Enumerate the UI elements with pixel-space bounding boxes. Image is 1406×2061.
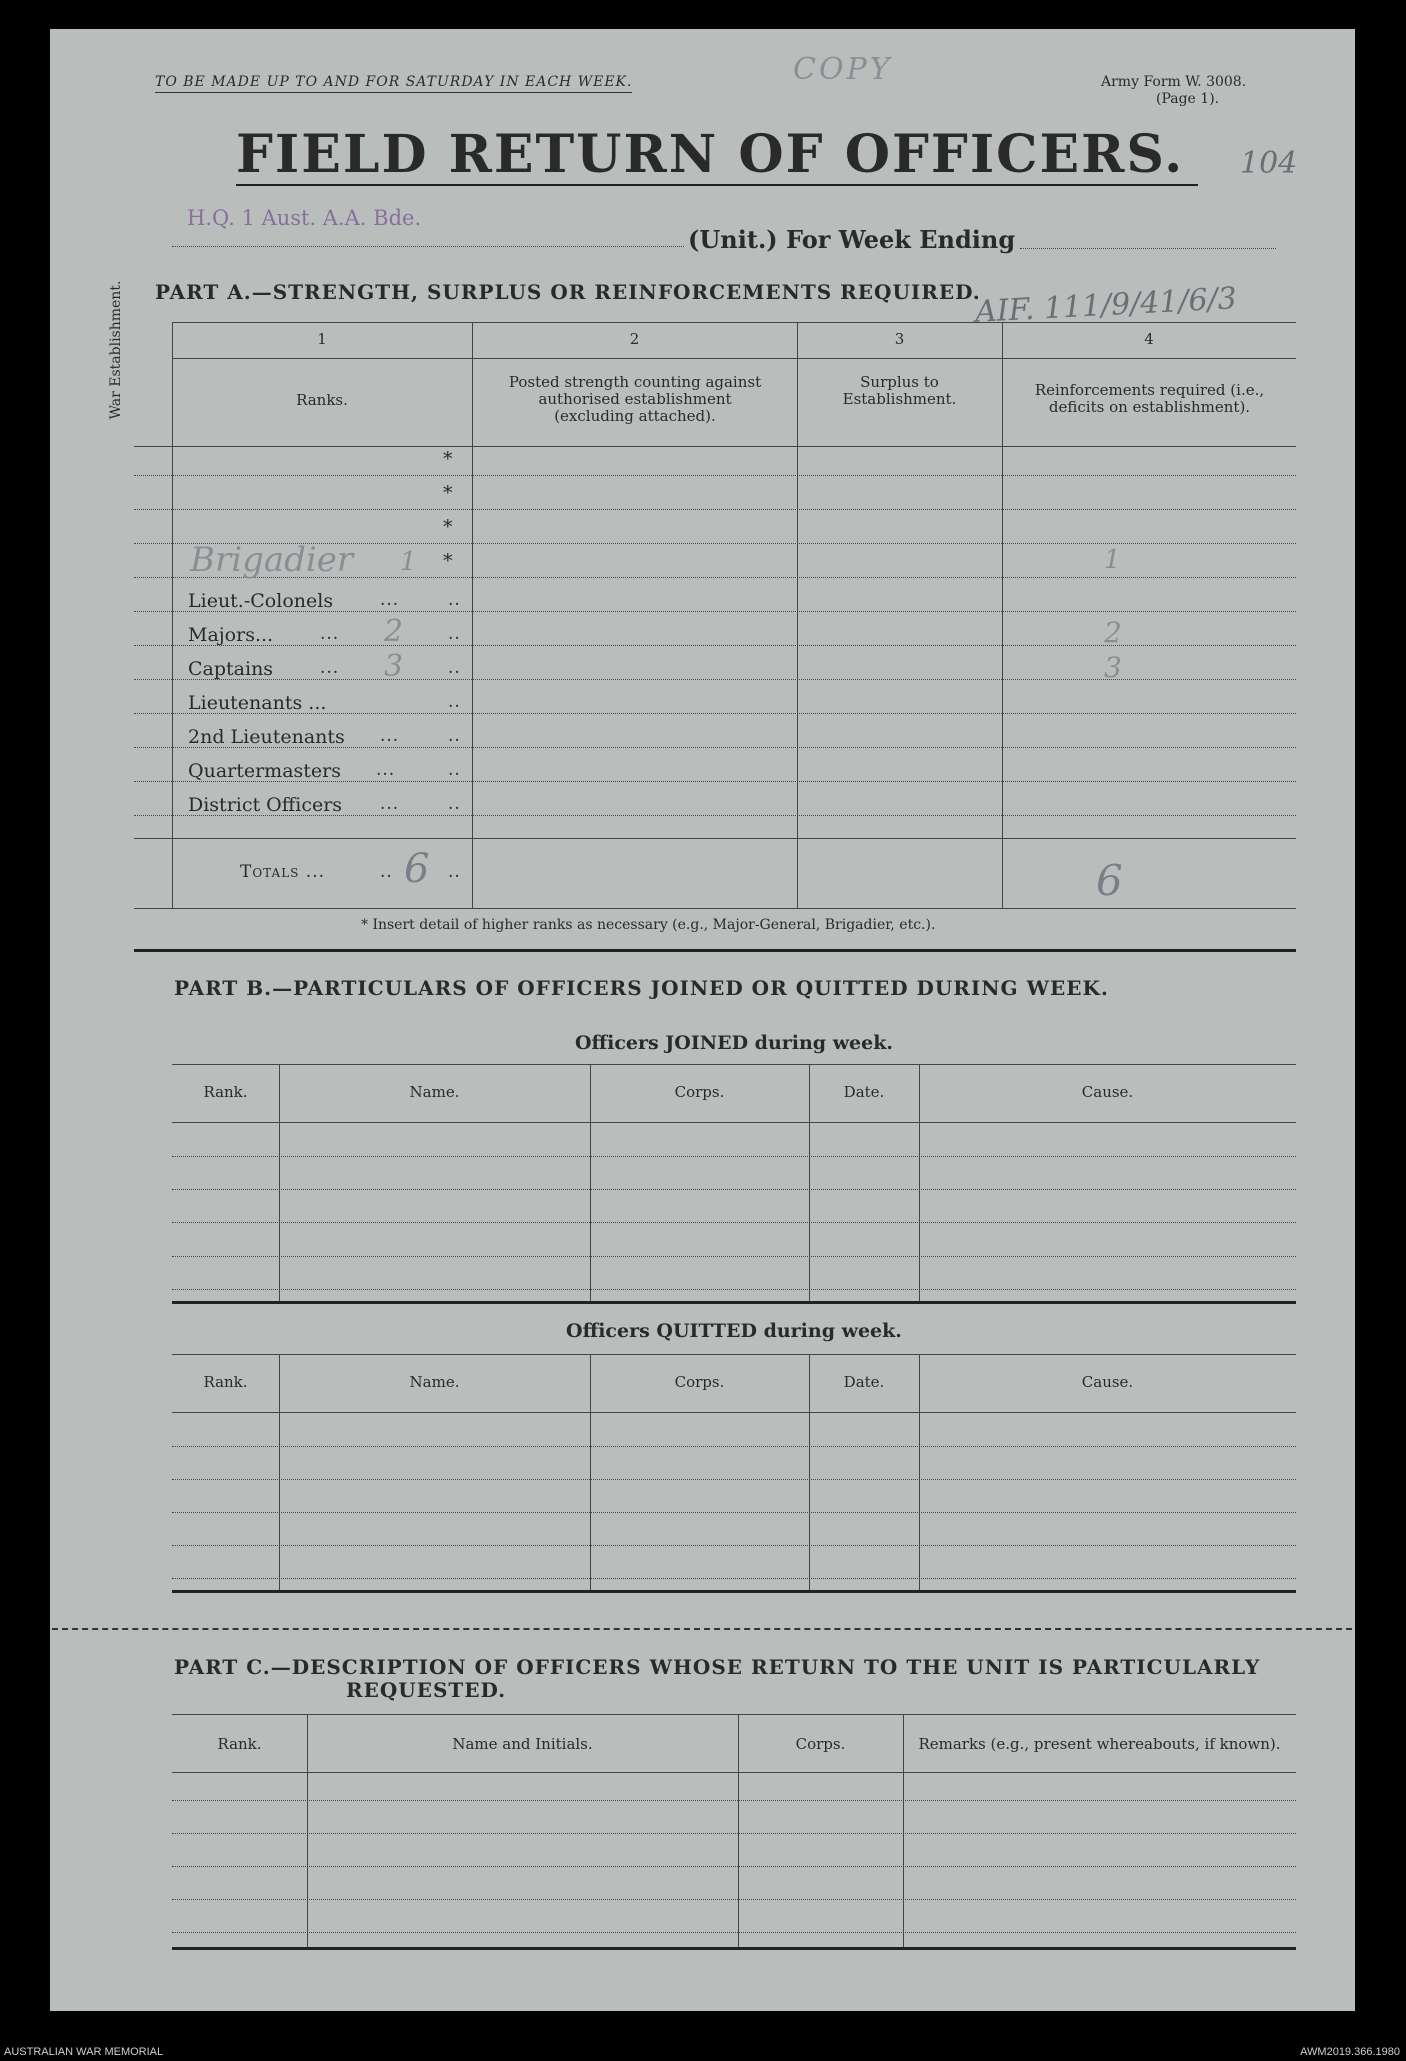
quitted-col-date: Date. [843, 1373, 885, 1391]
rank-label: Majors... [188, 624, 274, 646]
rank-reinforcements: 3 [1104, 651, 1122, 684]
week-ending-line [1020, 248, 1276, 249]
unit-line [172, 246, 684, 247]
quitted-col-cause: Cause. [1081, 1373, 1134, 1391]
joined-col-cause: Cause. [1081, 1083, 1134, 1101]
rank-label: Captains [188, 658, 274, 680]
rank-label: Quartermasters [188, 760, 341, 782]
rank-strength: 1 [400, 547, 417, 577]
col-4-number: 4 [1144, 330, 1154, 348]
col-ranks-header: Ranks. [296, 391, 348, 409]
war-establishment-label: War Establishment. [108, 280, 124, 420]
part-a-title: PART A.—STRENGTH, SURPLUS OR REINFORCEMENTS REQUIRED. [155, 280, 981, 304]
joined-col-date: Date. [843, 1083, 885, 1101]
title-underline [236, 184, 1198, 186]
unit-name: H.Q. 1 Aust. A.A. Bde. [187, 206, 422, 230]
col-posted-strength-header: Posted strength counting against authorised establishment (excluding attached). [508, 373, 762, 425]
file-reference: AIF. 111/9/41/6/3 [974, 281, 1238, 330]
tear-off-line [52, 1628, 1352, 1630]
quitted-col-name: Name. [409, 1373, 460, 1391]
week-ending-label: (Unit.) For Week Ending [688, 225, 1016, 254]
rank-strength: 2 [384, 614, 404, 649]
part-c-bottom-rule [172, 1947, 1296, 1950]
copy-stamp: COPY [793, 52, 893, 87]
joined-col-name: Name. [409, 1083, 460, 1101]
quitted-col-corps: Corps. [674, 1373, 725, 1391]
page-number: (Page 1). [1156, 91, 1220, 107]
rank-label: District Officers [188, 794, 343, 816]
form-number: Army Form W. 3008. [1101, 74, 1247, 90]
rank-strength: 3 [384, 649, 404, 684]
totals-label: Totals ... [240, 862, 325, 882]
rank-reinforcements: 1 [1104, 545, 1121, 575]
joined-bottom-rule [172, 1301, 1296, 1304]
col-2-number: 2 [629, 330, 640, 348]
joined-col-corps: Corps. [674, 1083, 725, 1101]
part-a-bottom-rule [134, 949, 1296, 952]
page-title: FIELD RETURN OF OFFICERS. [236, 124, 1185, 185]
accession-number: AWM2019.366.1980 [1300, 2046, 1400, 2058]
part-c-col-rank: Rank. [217, 1735, 262, 1753]
higher-ranks-footnote: * Insert detail of higher ranks as necessary (e.g., Major-General, Brigadier, etc.). [361, 917, 936, 933]
higher-rank-star: * [443, 448, 453, 470]
rank-label: Lieut.-Colonels [188, 590, 334, 612]
higher-rank-star: * [443, 550, 453, 572]
quitted-col-rank: Rank. [203, 1373, 248, 1391]
higher-rank-star: * [443, 516, 453, 538]
totals-reinforcements: 6 [1096, 856, 1123, 905]
totals-strength: 6 [404, 846, 430, 892]
col-reinforcements-header: Reinforcements required (i.e., deficits on establishment). [1034, 381, 1265, 416]
col-surplus-header: Surplus to Establishment. [842, 373, 957, 408]
higher-rank-star: * [443, 482, 453, 504]
rank-label: 2nd Lieutenants [188, 726, 345, 748]
part-c-col-corps: Corps. [795, 1735, 846, 1753]
joined-title: Officers JOINED during week. [574, 1032, 894, 1054]
handwritten-rank: Brigadier [190, 540, 354, 580]
quitted-title: Officers QUITTED during week. [566, 1320, 902, 1342]
quitted-bottom-rule [172, 1590, 1296, 1593]
joined-col-rank: Rank. [203, 1083, 248, 1101]
col-3-number: 3 [894, 330, 905, 348]
archive-credit: AUSTRALIAN WAR MEMORIAL [4, 2046, 164, 2058]
part-b-title: PART B.—PARTICULARS OF OFFICERS JOINED OR QUITTED DURING WEEK. [174, 976, 1109, 1000]
weekly-instruction: TO BE MADE UP TO AND FOR SATURDAY IN EACH WEEK. [155, 74, 632, 93]
col-1-number: 1 [317, 330, 327, 348]
part-c-col-remarks: Remarks (e.g., present whereabouts, if known). [918, 1735, 1281, 1753]
rank-label: Lieutenants ... [188, 692, 327, 714]
title-annotation: 104 [1240, 146, 1298, 181]
part-c-title-line2: REQUESTED. [346, 1678, 507, 1702]
part-c-col-name: Name and Initials. [452, 1735, 593, 1753]
rank-reinforcements: 2 [1104, 616, 1122, 649]
part-c-title-line1: PART C.—DESCRIPTION OF OFFICERS WHOSE RETURN TO THE UNIT IS PARTICULARLY [174, 1655, 1261, 1679]
